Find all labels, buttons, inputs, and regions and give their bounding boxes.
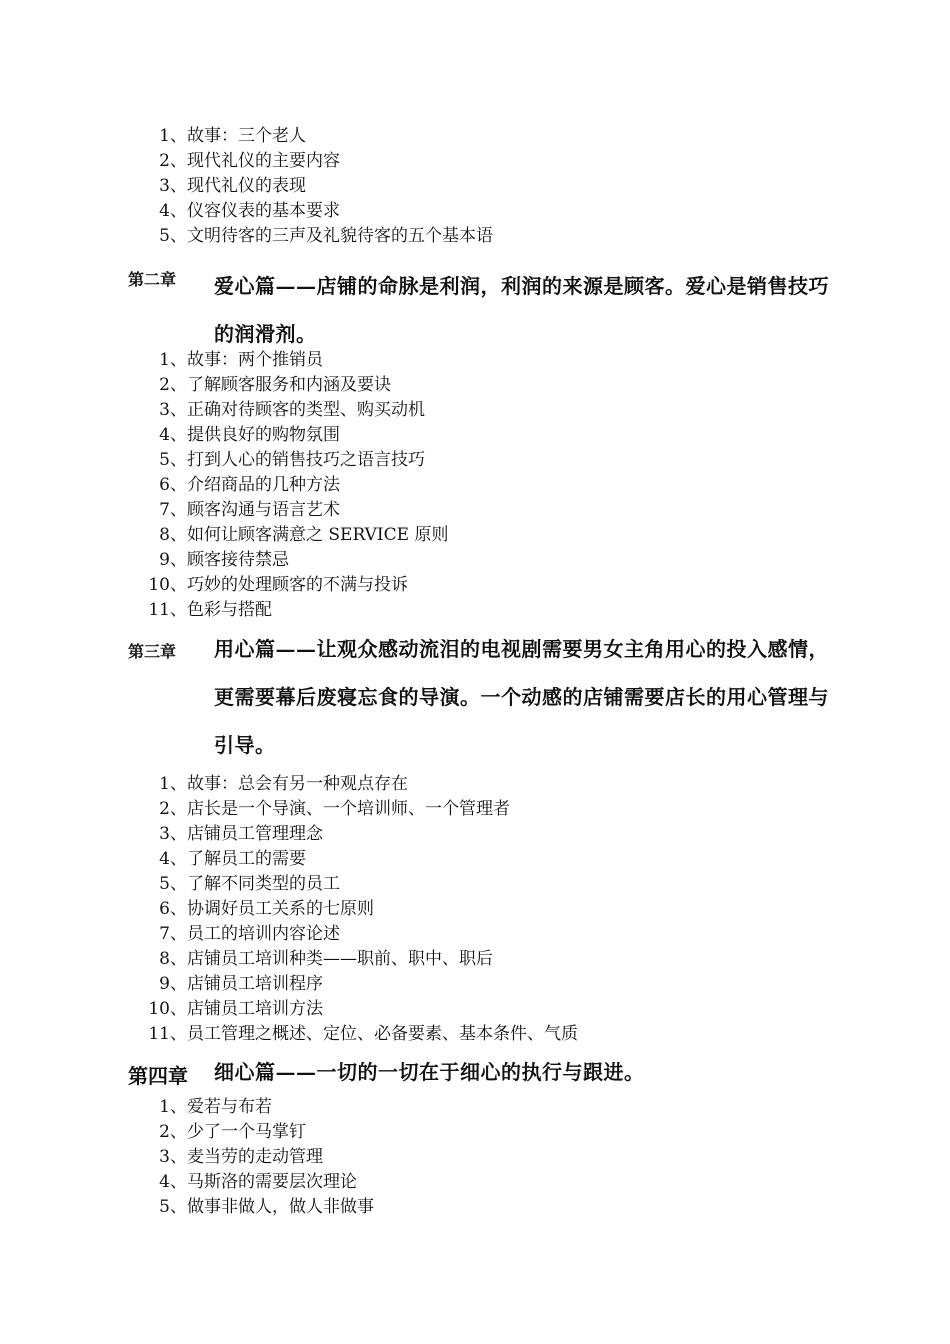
item-text: 、色彩与搭配 [170, 600, 272, 620]
item-number: 4 [159, 201, 170, 221]
list-item [140, 598, 448, 623]
chapter3-list [140, 772, 578, 1047]
list-item [140, 373, 448, 398]
chapter4-heading [128, 1048, 848, 1096]
item-text: 、协调好员工关系的七原则 [170, 899, 374, 919]
list-item [140, 448, 448, 473]
item-number: 4 [159, 849, 170, 869]
item-text: 、仪容仪表的基本要求 [170, 201, 340, 221]
item-number: 4 [159, 1172, 170, 1192]
list-item [140, 997, 578, 1022]
item-number: 4 [159, 425, 170, 445]
item-number: 2 [159, 151, 170, 171]
chapter2-title: 爱心篇——店铺的命脉是利润，利润的来源是顾客。爱心是销售技巧的润滑剂。 [214, 274, 829, 346]
list-item [140, 174, 493, 199]
list-item [140, 573, 448, 598]
list-item [140, 872, 578, 897]
list-item [140, 922, 578, 947]
item-number: 2 [159, 1122, 170, 1142]
list-item [140, 423, 448, 448]
item-text: 、了解不同类型的员工 [170, 874, 340, 894]
list-item [140, 897, 578, 922]
list-item [140, 1095, 374, 1120]
item-text: 、故事：三个老人 [170, 126, 306, 146]
item-text: 、店铺员工培训方法 [170, 999, 323, 1019]
item-number: 9 [159, 550, 170, 570]
list-item [140, 847, 578, 872]
item-text: 、顾客沟通与语言艺术 [170, 500, 340, 520]
chapter2-label: 第二章 [128, 270, 177, 289]
list-item [140, 1022, 578, 1047]
item-text: 、现代礼仪的主要内容 [170, 151, 340, 171]
item-number: 5 [159, 874, 170, 894]
item-number: 11 [148, 600, 170, 620]
section1-list [140, 124, 493, 249]
list-item [140, 149, 493, 174]
list-item [140, 124, 493, 149]
list-item [140, 1195, 374, 1220]
list-item [140, 797, 578, 822]
item-text: 、店铺员工管理理念 [170, 824, 323, 844]
item-text: 、现代礼仪的表现 [170, 176, 306, 196]
chapter4-title: 细心篇——一切的一切在于细心的执行与跟进。 [214, 1060, 645, 1084]
list-item [140, 348, 448, 373]
item-text: 、了解员工的需要 [170, 849, 306, 869]
list-item [140, 473, 448, 498]
item-text: 、打到人心的销售技巧之语言技巧 [170, 450, 425, 470]
item-number: 1 [159, 1097, 170, 1117]
chapter2-heading [128, 262, 848, 358]
list-item [140, 972, 578, 997]
item-text: 、麦当劳的走动管理 [170, 1147, 323, 1167]
item-number: 1 [159, 774, 170, 794]
item-text: 、巧妙的处理顾客的不满与投诉 [170, 575, 408, 595]
list-item [140, 1120, 374, 1145]
item-text: 、正确对待顾客的类型、购买动机 [170, 400, 425, 420]
item-number: 3 [159, 824, 170, 844]
item-number: 1 [159, 126, 170, 146]
item-number: 3 [159, 1147, 170, 1167]
item-number: 2 [159, 799, 170, 819]
item-text: 、马斯洛的需要层次理论 [170, 1172, 357, 1192]
item-number: 7 [159, 924, 170, 944]
item-number: 10 [148, 999, 170, 1019]
list-item [140, 548, 448, 573]
chapter3-title: 用心篇——让观众感动流泪的电视剧需要男女主角用心的投入感情，更需要幕后废寝忘食的导演。一个动感的店铺需要店长的用心管理与引导。 [214, 637, 829, 757]
item-number: 3 [159, 400, 170, 420]
item-number: 8 [159, 949, 170, 969]
item-number: 6 [159, 475, 170, 495]
item-text: 、提供良好的购物氛围 [170, 425, 340, 445]
chapter3-heading [128, 625, 848, 769]
list-item [140, 523, 448, 548]
chapter4-list [140, 1095, 374, 1220]
item-number: 8 [159, 525, 170, 545]
list-item [140, 1145, 374, 1170]
list-item [140, 1170, 374, 1195]
item-text: 、爱若与布若 [170, 1097, 272, 1117]
item-number: 6 [159, 899, 170, 919]
list-item [140, 498, 448, 523]
item-text: 、店铺员工培训种类——职前、职中、职后 [170, 949, 493, 969]
item-number: 5 [159, 226, 170, 246]
item-number: 2 [159, 375, 170, 395]
item-number: 1 [159, 350, 170, 370]
item-number: 10 [148, 575, 170, 595]
item-text: 、文明待客的三声及礼貌待客的五个基本语 [170, 226, 493, 246]
item-text: 、了解顾客服务和内涵及要诀 [170, 375, 391, 395]
item-text: 、做事非做人，做人非做事 [170, 1197, 374, 1217]
item-text: 、店长是一个导演、一个培训师、一个管理者 [170, 799, 510, 819]
item-text: 、员工的培训内容论述 [170, 924, 340, 944]
list-item [140, 822, 578, 847]
chapter3-label: 第三章 [128, 642, 177, 661]
item-number: 7 [159, 500, 170, 520]
list-item [140, 947, 578, 972]
item-text: 、介绍商品的几种方法 [170, 475, 340, 495]
list-item [140, 224, 493, 249]
list-item [140, 772, 578, 797]
item-text: 、故事：两个推销员 [170, 350, 323, 370]
item-number: 5 [159, 450, 170, 470]
item-text: 、员工管理之概述、定位、必备要素、基本条件、气质 [170, 1024, 578, 1044]
item-text: 、如何让顾客满意之 SERVICE 原则 [170, 525, 449, 545]
list-item [140, 199, 493, 224]
list-item [140, 398, 448, 423]
item-text: 、少了一个马掌钉 [170, 1122, 306, 1142]
item-text: 、顾客接待禁忌 [170, 550, 289, 570]
chapter4-label: 第四章 [128, 1064, 188, 1088]
item-number: 3 [159, 176, 170, 196]
item-number: 11 [148, 1024, 170, 1044]
item-number: 9 [159, 974, 170, 994]
item-text: 、故事：总会有另一种观点存在 [170, 774, 408, 794]
item-number: 5 [159, 1197, 170, 1217]
item-text: 、店铺员工培训程序 [170, 974, 323, 994]
chapter2-list [140, 348, 448, 623]
